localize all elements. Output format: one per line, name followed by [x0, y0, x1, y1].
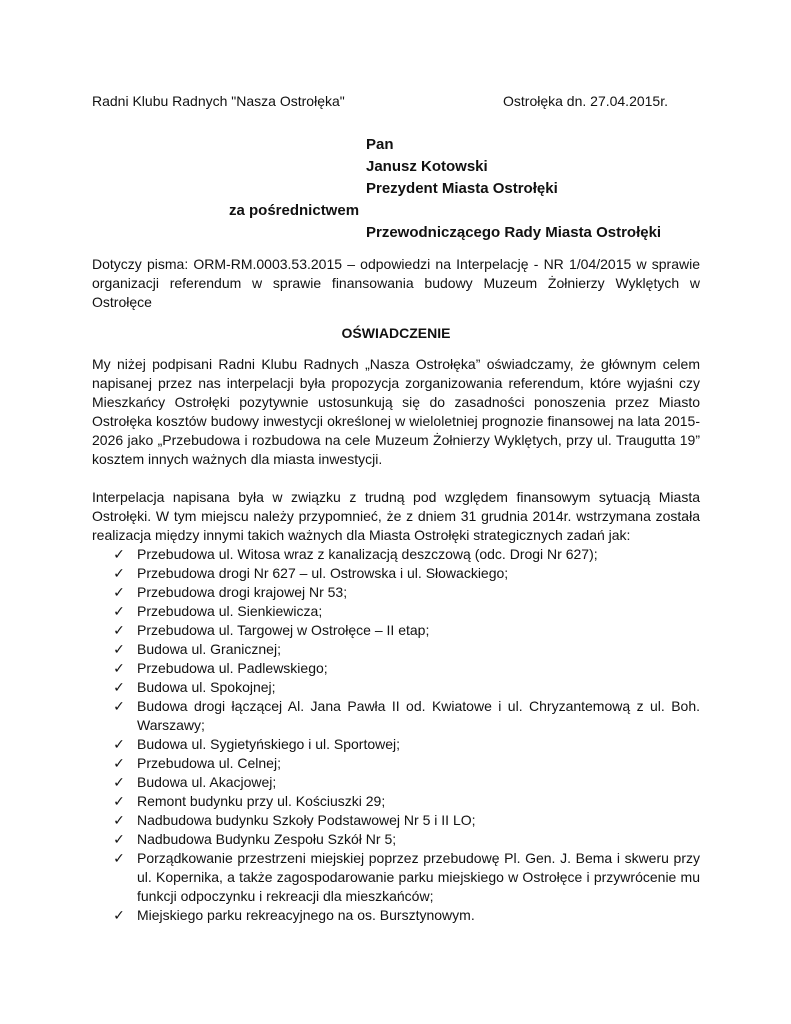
list-item: ✓ Budowa ul. Sygietyńskiego i ul. Sportowej;: [113, 736, 401, 752]
check-mark-icon: ✓: [113, 565, 125, 581]
list-item: ✓ Budowa ul. Akacjowej;: [113, 774, 277, 790]
addressee-salutation: Pan: [366, 136, 394, 153]
list-item: ✓ Budowa ul. Spokojnej;: [113, 679, 276, 695]
check-mark-icon: ✓: [113, 793, 125, 809]
addressee-via: za pośrednictwem: [229, 202, 360, 219]
check-mark-icon: ✓: [113, 812, 125, 828]
list-item: ✓ Przebudowa ul. Padlewskiego;: [113, 660, 328, 676]
check-mark-icon: ✓: [113, 603, 125, 619]
task-list: [92, 545, 700, 925]
place-date: Ostrołęka dn. 27.04.2015r.: [503, 93, 668, 109]
list-item: ✓ Budowa drogi łączącej Al. Jana Pawła II od. Kwiatowe i ul. Chryzantemową z ul. Boh. Warszawy;: [113, 698, 700, 733]
list-item: ✓ Przebudowa ul. Celnej;: [113, 755, 281, 771]
addressee-block: [92, 135, 700, 247]
addressee-via-recipient: Przewodniczącego Rady Miasta Ostrołęki: [366, 224, 662, 241]
context-paragraph: Interpelacja napisana była w związku z trudną pod względem finansowym sytuacją Miasta Ostrołęki. W tym miejscu należy przypomnieć, że z dniem 31 grudnia 2014r. wstrzymana została realizacja między innymi takich ważnych dla Miasta Ostrołęki strategicznych zadań jak:: [92, 489, 700, 543]
check-mark-icon: ✓: [113, 660, 125, 676]
letter-page: [92, 92, 700, 925]
check-mark-icon: ✓: [113, 679, 125, 695]
check-mark-icon: ✓: [113, 850, 125, 866]
list-item: ✓ Przebudowa ul. Witosa wraz z kanalizacją deszczową (odc. Drogi Nr 627);: [113, 546, 598, 562]
list-item: ✓ Budowa ul. Granicznej;: [113, 641, 281, 657]
check-mark-icon: ✓: [113, 831, 125, 847]
list-item: ✓ Przebudowa drogi krajowej Nr 53;: [113, 584, 348, 600]
check-mark-icon: ✓: [113, 622, 125, 638]
letter-header: [92, 92, 700, 112]
check-mark-icon: ✓: [113, 641, 125, 657]
list-item: ✓ Przebudowa drogi Nr 627 – ul. Ostrowska i ul. Słowackiego;: [113, 565, 509, 581]
list-item: ✓ Porządkowanie przestrzeni miejskiej poprzez przebudowę Pl. Gen. J. Bema i skweru przy ul. Kopernika, a także zagospodarowanie parku miejskiego w Ostrołęce i przywrócenie mu funkcji odpoczynku i rekreacji dla mieszkańców;: [113, 850, 700, 904]
check-mark-icon: ✓: [113, 774, 125, 790]
addressee-name: Janusz Kotowski: [366, 158, 488, 175]
list-item: ✓ Przebudowa ul. Sienkiewicza;: [113, 603, 323, 619]
list-item: ✓ Przebudowa ul. Targowej w Ostrołęce – II etap;: [113, 622, 430, 638]
check-mark-icon: ✓: [113, 546, 125, 562]
list-item: ✓ Nadbudowa budynku Szkoły Podstawowej Nr 5 i II LO;: [113, 812, 476, 828]
statement-paragraph: My niżej podpisani Radni Klubu Radnych „Nasza Ostrołęka” oświadczamy, że głównym celem napisanej przez nas interpelacji była propozycja zorganizowania referendum, które wyjaśni czy Mieszkańcy Ostrołęki pozytywnie ustosunkują się do zasadności ponoszenia przez Miasto Ostrołęka kosztów budowy inwestycji określonej w wieloletniej prognozie finansowej na lata 2015-2026 jako „Przebudowa i rozbudowa na cele Muzeum Żołnierzy Wyklętych, przy ul. Traugutta 19” kosztem innych ważnych dla miasta inwestycji.: [92, 356, 700, 467]
check-mark-icon: ✓: [113, 755, 125, 771]
list-item: ✓ Nadbudowa Budynku Zespołu Szkół Nr 5;: [113, 831, 397, 847]
document-title: OŚWIADCZENIE: [341, 325, 451, 341]
check-mark-icon: ✓: [113, 907, 125, 923]
list-item: ✓ Miejskiego parku rekreacyjnego na os. Bursztynowym.: [113, 907, 475, 923]
check-mark-icon: ✓: [113, 584, 125, 600]
list-item: ✓ Remont budynku przy ul. Kościuszki 29;: [113, 793, 386, 809]
subject-line: Dotyczy pisma: ORM-RM.0003.53.2015 – odpowiedzi na Interpelację - NR 1/04/2015 w sprawie organizacji referendum w sprawie finansowania budowy Muzeum Żołnierzy Wyklętych w Ostrołęce: [92, 256, 700, 310]
sender-line: Radni Klubu Radnych "Nasza Ostrołęka": [92, 93, 345, 109]
check-mark-icon: ✓: [113, 736, 125, 752]
check-mark-icon: ✓: [113, 698, 125, 714]
addressee-position: Prezydent Miasta Ostrołęki: [366, 180, 558, 197]
